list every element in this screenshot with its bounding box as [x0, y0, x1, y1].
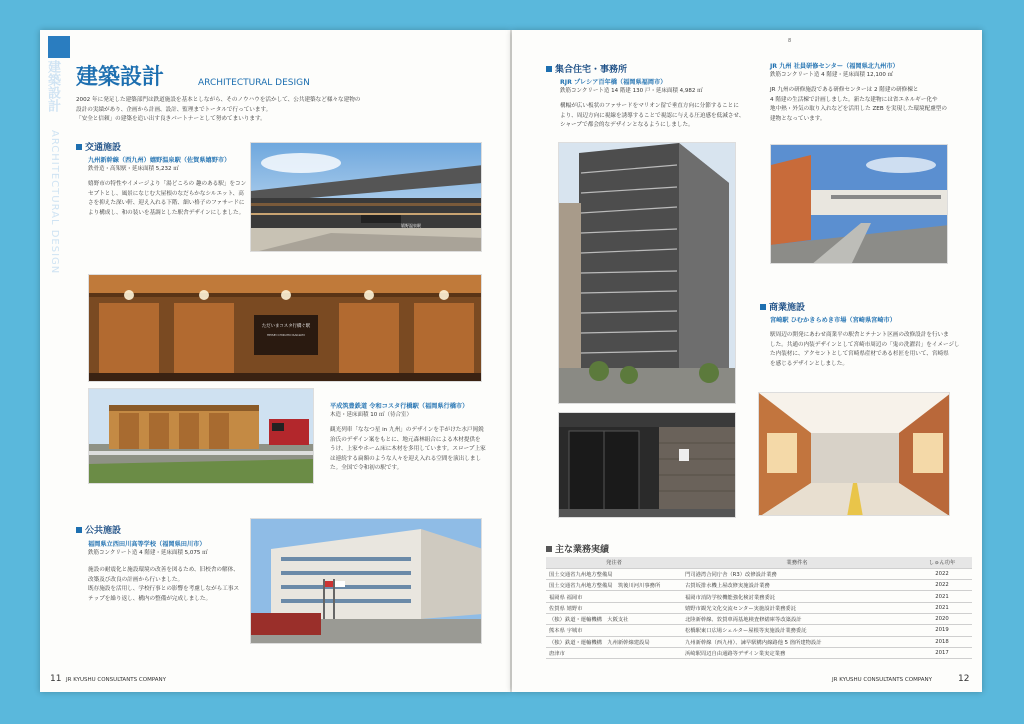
table-row — [546, 625, 972, 636]
project-spec: 鉄筋コンクリート造 4 階建・延床面積 12,100 ㎡ — [770, 72, 894, 78]
desc-line: 嬉野市の特性やイメージより「湯どころの 趣のある駅」をコン — [88, 181, 247, 187]
desc-line: 既存施設を活用し、学校行事との影響を考慮しながら工事ス — [88, 586, 240, 593]
table-cell: 熊本県 宇城市 — [546, 625, 682, 636]
footer-page-number: 12 — [958, 674, 970, 684]
project-spec: 鉄筋コンクリート造 4 階建・延床面積 5,075 ㎡ — [88, 550, 208, 556]
desc-line: セプトとし、風景になじむ大屋根のなだらかなシルエット、高 — [88, 190, 244, 197]
section-heading-public — [76, 523, 121, 536]
table-cell: 嬉野市観光文化交流センター実施設計業務委託 — [682, 602, 912, 613]
market-photo — [758, 392, 950, 516]
table-cell: 松橋駅東口広場シェルター屋根等実施設計業務委託 — [682, 625, 912, 636]
desc-line: 治氏のデザイン案をもとに、地元森林組合による木材提供を — [330, 436, 481, 443]
table-cell: 2018 — [912, 636, 972, 647]
table-cell: 浜崎駅周辺自由通路等デザイン業実定業務 — [682, 647, 912, 658]
footer-company: JR KYUSHU CONSULTANTS COMPANY — [832, 677, 933, 683]
desc-line: 駅周辺の開発にあわせ商業平の駅舎とテナント区画の改修設計を行いま — [770, 332, 949, 338]
table-row — [546, 636, 972, 647]
table-cell: 国土交通省九州地方整備局 筑後川河川事務所 — [546, 580, 682, 591]
board-sign: ただいまコスタ行橋ぐ駅 — [261, 324, 311, 329]
square-bullet-icon — [76, 527, 82, 533]
board-sign-sub: HEISEI CHIKUHO RAILWAY — [266, 333, 306, 337]
square-bullet-icon — [546, 546, 552, 552]
vertical-title: 建築設計 — [45, 60, 60, 112]
project-description — [560, 102, 760, 131]
desc-line: 4 階建の生活棟で計画しました。新たな建物には省エネルギー化や — [770, 96, 938, 103]
desc-line: さを抑えた深い軒、迎え入れる下階、細い格子のファサードに — [88, 200, 245, 207]
project-description — [770, 331, 974, 369]
interior-photo — [88, 274, 482, 382]
project-description — [330, 426, 500, 474]
table-cell: 2022 — [912, 580, 972, 591]
project-title: 宮崎駅 ひむかきらめき市場（宮崎県宮崎市） — [770, 317, 896, 324]
table-cell: （独）鉄道・運輸機構 九州新幹線建設局 — [546, 636, 682, 647]
section-heading-label: 公共施設 — [85, 526, 122, 536]
project-title: RJR プレシア百年橋（福岡県福岡市） — [560, 79, 667, 86]
square-bullet-icon — [760, 304, 766, 310]
table-cell: （独）鉄道・運輸機構 大阪支社 — [546, 613, 682, 624]
project-title: 福岡県立西田川高等学校（福岡県田川市） — [88, 541, 206, 548]
desc-line: テップを繰り返し、構内の整備が完成しました。 — [88, 595, 212, 602]
project-description — [770, 86, 970, 124]
desc-line: JR 九州の研修施設である研修センターは 2 階建の研修棟と — [770, 87, 919, 93]
intro-line: 2002 年に発足した建築部門は鉄道施設を基本としながら、そのノウハウを活かして、公共建築など様々な建物の — [76, 97, 361, 103]
table-cell: 2019 — [912, 625, 972, 636]
table-cell: 北陸新幹線、敦賀車両基地検査修繕庫等改築設計 — [682, 613, 912, 624]
school-photo — [250, 518, 482, 644]
table-cell: 唐津市 — [546, 647, 682, 658]
table-cell: 2017 — [912, 647, 972, 658]
apartment-photo — [558, 142, 736, 404]
square-bullet-icon — [546, 66, 552, 72]
works-table — [546, 557, 972, 659]
page-title: 建築設計 — [76, 65, 165, 90]
section-heading-commercial — [760, 300, 805, 313]
table-cell: 福岡県 福岡市 — [546, 591, 682, 602]
table-cell: 九州新幹線（西九州）、諫早駅構内線路他 5 箇所建物設計 — [682, 636, 912, 647]
section-heading-works — [546, 542, 609, 555]
column-header: しゅん功年 — [912, 557, 972, 568]
training-center-photo — [770, 144, 948, 264]
table-cell: 門司港湾合同庁舎（R3）改修設計業務 — [682, 568, 912, 579]
intro-text — [76, 96, 496, 125]
table-cell: 福岡市消防学校機能強化検討業務委託 — [682, 591, 912, 602]
project-description — [88, 180, 256, 218]
table-cell: 2021 — [912, 591, 972, 602]
table-row — [546, 580, 972, 591]
project-title: 九州新幹線（西九州）嬉野温泉駅（佐賀県嬉野市） — [88, 157, 231, 164]
desc-line: 構幅が広い板状のファサードをマリオン留で垂直方向に分節することに — [560, 103, 739, 109]
project-description — [88, 566, 244, 604]
vertical-subtitle: ARCHITECTURAL DESIGN — [49, 130, 60, 275]
entrance-photo — [558, 412, 736, 518]
table-cell: 2020 — [912, 613, 972, 624]
desc-line: は連続する扁額のような人々を迎え入れる空間を演出しまし — [330, 455, 482, 462]
section-heading-transport — [76, 140, 121, 153]
desc-line: 観光列車「ななつ星 in 九州」のデザインを手がけた水戸岡鋭 — [330, 427, 484, 433]
column-header: 業務件名 — [682, 557, 912, 568]
table-header-row — [546, 557, 972, 568]
desc-line: 施設の耐震化と施設環境の改善を図るため、旧校舎の解体、 — [88, 567, 239, 573]
desc-line: を感じるデザインとしました。 — [770, 360, 848, 367]
column-header: 発注者 — [546, 557, 682, 568]
section-heading-label: 集合住宅・事務所 — [555, 65, 628, 75]
table-row — [546, 613, 972, 624]
desc-line: より構成し、和の装いを基調とした駅舎デザインにしました。 — [88, 209, 245, 216]
desc-line: シャープで都会的なデザインとなるようにしました。 — [560, 122, 694, 129]
desc-line: た。全国で令和初の駅です。 — [330, 465, 403, 472]
desc-line: より、周辺方向に視線を誘導することで視認に与える圧迫感を低減させ、 — [560, 112, 745, 119]
table-cell: 2021 — [912, 602, 972, 613]
footer-company: JR KYUSHU CONSULTANTS COMPANY — [66, 677, 167, 683]
desc-line: 地中熱・外気の取り入れなどを活用した ZEB を実現した環境配慮型の — [770, 106, 947, 113]
project-spec: 鉄骨造・高架駅・延床面積 5,232 ㎡ — [88, 166, 179, 172]
section-heading-label: 商業施設 — [769, 303, 806, 313]
table-cell: 古賀坂排水機上屋改修実施設計業務 — [682, 580, 912, 591]
table-row — [546, 568, 972, 579]
station-photo — [250, 142, 482, 252]
corner-block-icon — [48, 36, 70, 58]
platform-photo — [88, 388, 314, 484]
section-heading-housing — [546, 62, 627, 75]
desc-line: 改築及び改良の計画から行いました。 — [88, 576, 184, 583]
left-page — [40, 30, 510, 692]
table-row — [546, 602, 972, 613]
table-row — [546, 647, 972, 658]
right-page — [512, 30, 982, 692]
square-bullet-icon — [76, 144, 82, 150]
project-title: 平成筑豊鉄道 令和コスタ行橋駅（福岡県行橋市） — [330, 403, 469, 410]
intro-line: 「安全と信頼」の建築を追い出す良きパートナーとして努めてまいります。 — [76, 116, 266, 123]
intro-line: 設計の実績があり、企画から計画、設計、監理までトータルで行っています。 — [76, 106, 272, 113]
page-title-en: ARCHITECTURAL DESIGN — [198, 78, 310, 88]
project-spec: 木造・延床面積 10 ㎡（待合室） — [330, 412, 412, 418]
project-title: JR 九州 社員研修センター（福岡県北九州市） — [770, 63, 899, 70]
corner-mark: 8 — [788, 38, 792, 44]
table-cell: 2022 — [912, 568, 972, 579]
project-spec: 鉄筋コンクリート造 14 階建 130 戸・延床面積 4,982 ㎡ — [560, 88, 703, 94]
station-sign: 嬉野温泉駅 — [401, 223, 421, 228]
desc-line: た内装材に、アクセントとして宮崎県産材である杉匠を用いて、宮崎県 — [770, 351, 949, 358]
footer-page-number: 11 — [50, 674, 62, 684]
section-heading-label: 交通施設 — [85, 143, 122, 153]
section-heading-label: 主な業務実績 — [555, 545, 610, 555]
desc-line: した。共通の内装デザインとして宮崎市周辺の「鬼の洗濯岩」をイメージし — [770, 341, 960, 348]
desc-line: 建物となっています。 — [770, 115, 826, 122]
table-row — [546, 591, 972, 602]
desc-line: うけ、上家やホーム床に木材を多用しています。スロープ上家 — [330, 446, 486, 453]
table-cell: 国土交通省九州地方整備局 — [546, 568, 682, 579]
table-cell: 佐賀県 嬉野市 — [546, 602, 682, 613]
